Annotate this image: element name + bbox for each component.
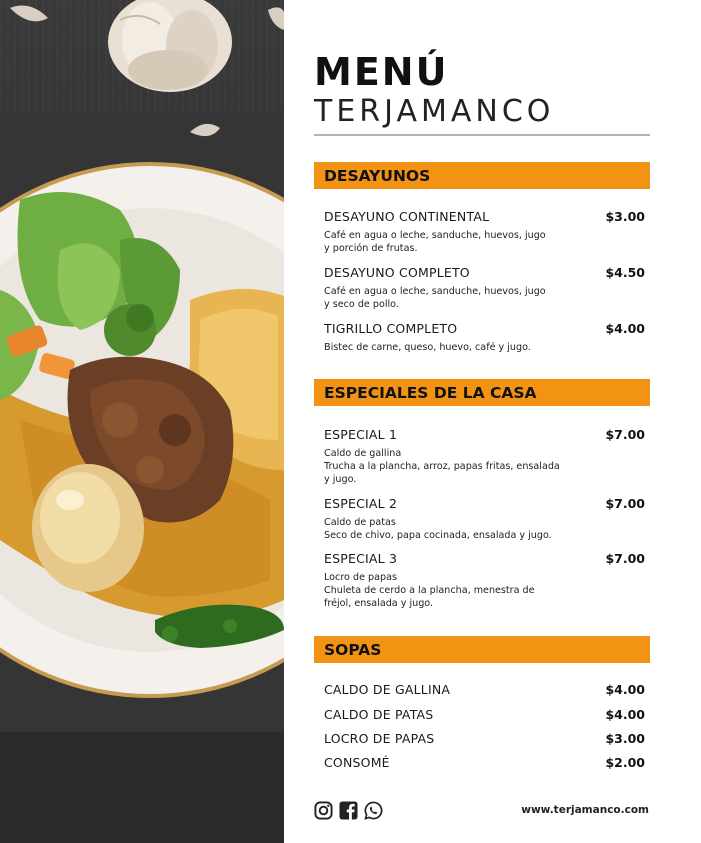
item-description-line: Bistec de carne, queso, huevo, café y jugo.: [324, 342, 531, 353]
item-price: $3.00: [605, 731, 645, 746]
item-name: ESPECIAL 3: [324, 551, 398, 566]
item-description: [324, 516, 556, 542]
item-description: [324, 229, 556, 255]
item-name: CONSOMÉ: [324, 755, 390, 770]
item-description-line: Café en agua o leche, sanduche, huevos, jugo: [324, 230, 546, 241]
item-description-line: Caldo de gallina: [324, 448, 402, 459]
item-name: CALDO DE GALLINA: [324, 682, 451, 697]
item-price: $4.00: [605, 682, 645, 697]
item-name: DESAYUNO CONTINENTAL: [324, 209, 490, 224]
item-name: LOCRO DE PAPAS: [324, 731, 435, 746]
section-header-desayunos: [314, 162, 650, 189]
menu-title: MENÚ: [314, 50, 449, 94]
item-name: ESPECIAL 1: [324, 427, 398, 442]
social-links: [314, 801, 383, 820]
item-description-line: y jugo.: [324, 474, 357, 485]
restaurant-name: TERJAMANCO: [314, 94, 555, 129]
item-price: $7.00: [605, 551, 645, 566]
section-header-sopas: [314, 636, 650, 663]
menu-item: [324, 209, 649, 255]
item-price: $4.00: [605, 707, 645, 722]
title-divider: [314, 134, 650, 136]
item-price: $7.00: [605, 427, 645, 442]
section-heading: DESAYUNOS: [324, 166, 431, 185]
menu-item: [324, 265, 649, 311]
facebook-icon[interactable]: [339, 801, 358, 820]
menu-item: [324, 707, 649, 722]
garlic-bulb: [108, 0, 232, 92]
item-description-line: Seco de chivo, papa cocinada, ensalada y jugo.: [324, 530, 552, 541]
item-price: $7.00: [605, 496, 645, 511]
item-description-line: Café en agua o leche, sanduche, huevos, jugo: [324, 286, 546, 297]
plate-illustration: [0, 0, 284, 843]
section-header-especiales: [314, 379, 650, 406]
section-heading: SOPAS: [324, 640, 382, 659]
menu-item: [324, 551, 649, 610]
item-description-line: Locro de papas: [324, 572, 397, 583]
item-name: ESPECIAL 2: [324, 496, 398, 511]
whatsapp-icon[interactable]: [364, 801, 383, 820]
menu-item: [324, 755, 649, 770]
item-name: CALDO DE PATAS: [324, 707, 434, 722]
menu-item: [324, 731, 649, 746]
item-description: [324, 341, 556, 354]
section-heading: ESPECIALES DE LA CASA: [324, 383, 537, 402]
item-description: [324, 285, 556, 311]
menu-item: [324, 427, 649, 486]
item-description-line: Chuleta de cerdo a la plancha, menestra de: [324, 585, 535, 596]
item-description-line: y seco de pollo.: [324, 299, 399, 310]
item-price: $4.00: [605, 321, 645, 336]
menu-item: [324, 682, 649, 697]
item-price: $4.50: [605, 265, 645, 280]
item-description-line: fréjol, ensalada y jugo.: [324, 598, 434, 609]
item-name: TIGRILLO COMPLETO: [324, 321, 458, 336]
item-description-line: Trucha a la plancha, arroz, papas fritas, ensalada: [324, 461, 560, 472]
item-price: $3.00: [605, 209, 645, 224]
item-description-line: Caldo de patas: [324, 517, 396, 528]
food-photo: [0, 0, 284, 843]
item-description: [324, 447, 560, 486]
menu-item: [324, 321, 649, 354]
instagram-icon[interactable]: [314, 801, 333, 820]
item-price: $2.00: [605, 755, 645, 770]
menu-item: [324, 496, 649, 542]
item-description: [324, 571, 556, 610]
item-name: DESAYUNO COMPLETO: [324, 265, 470, 280]
website-link[interactable]: www.terjamanco.com: [521, 804, 649, 816]
item-description-line: y porción de frutas.: [324, 243, 418, 254]
